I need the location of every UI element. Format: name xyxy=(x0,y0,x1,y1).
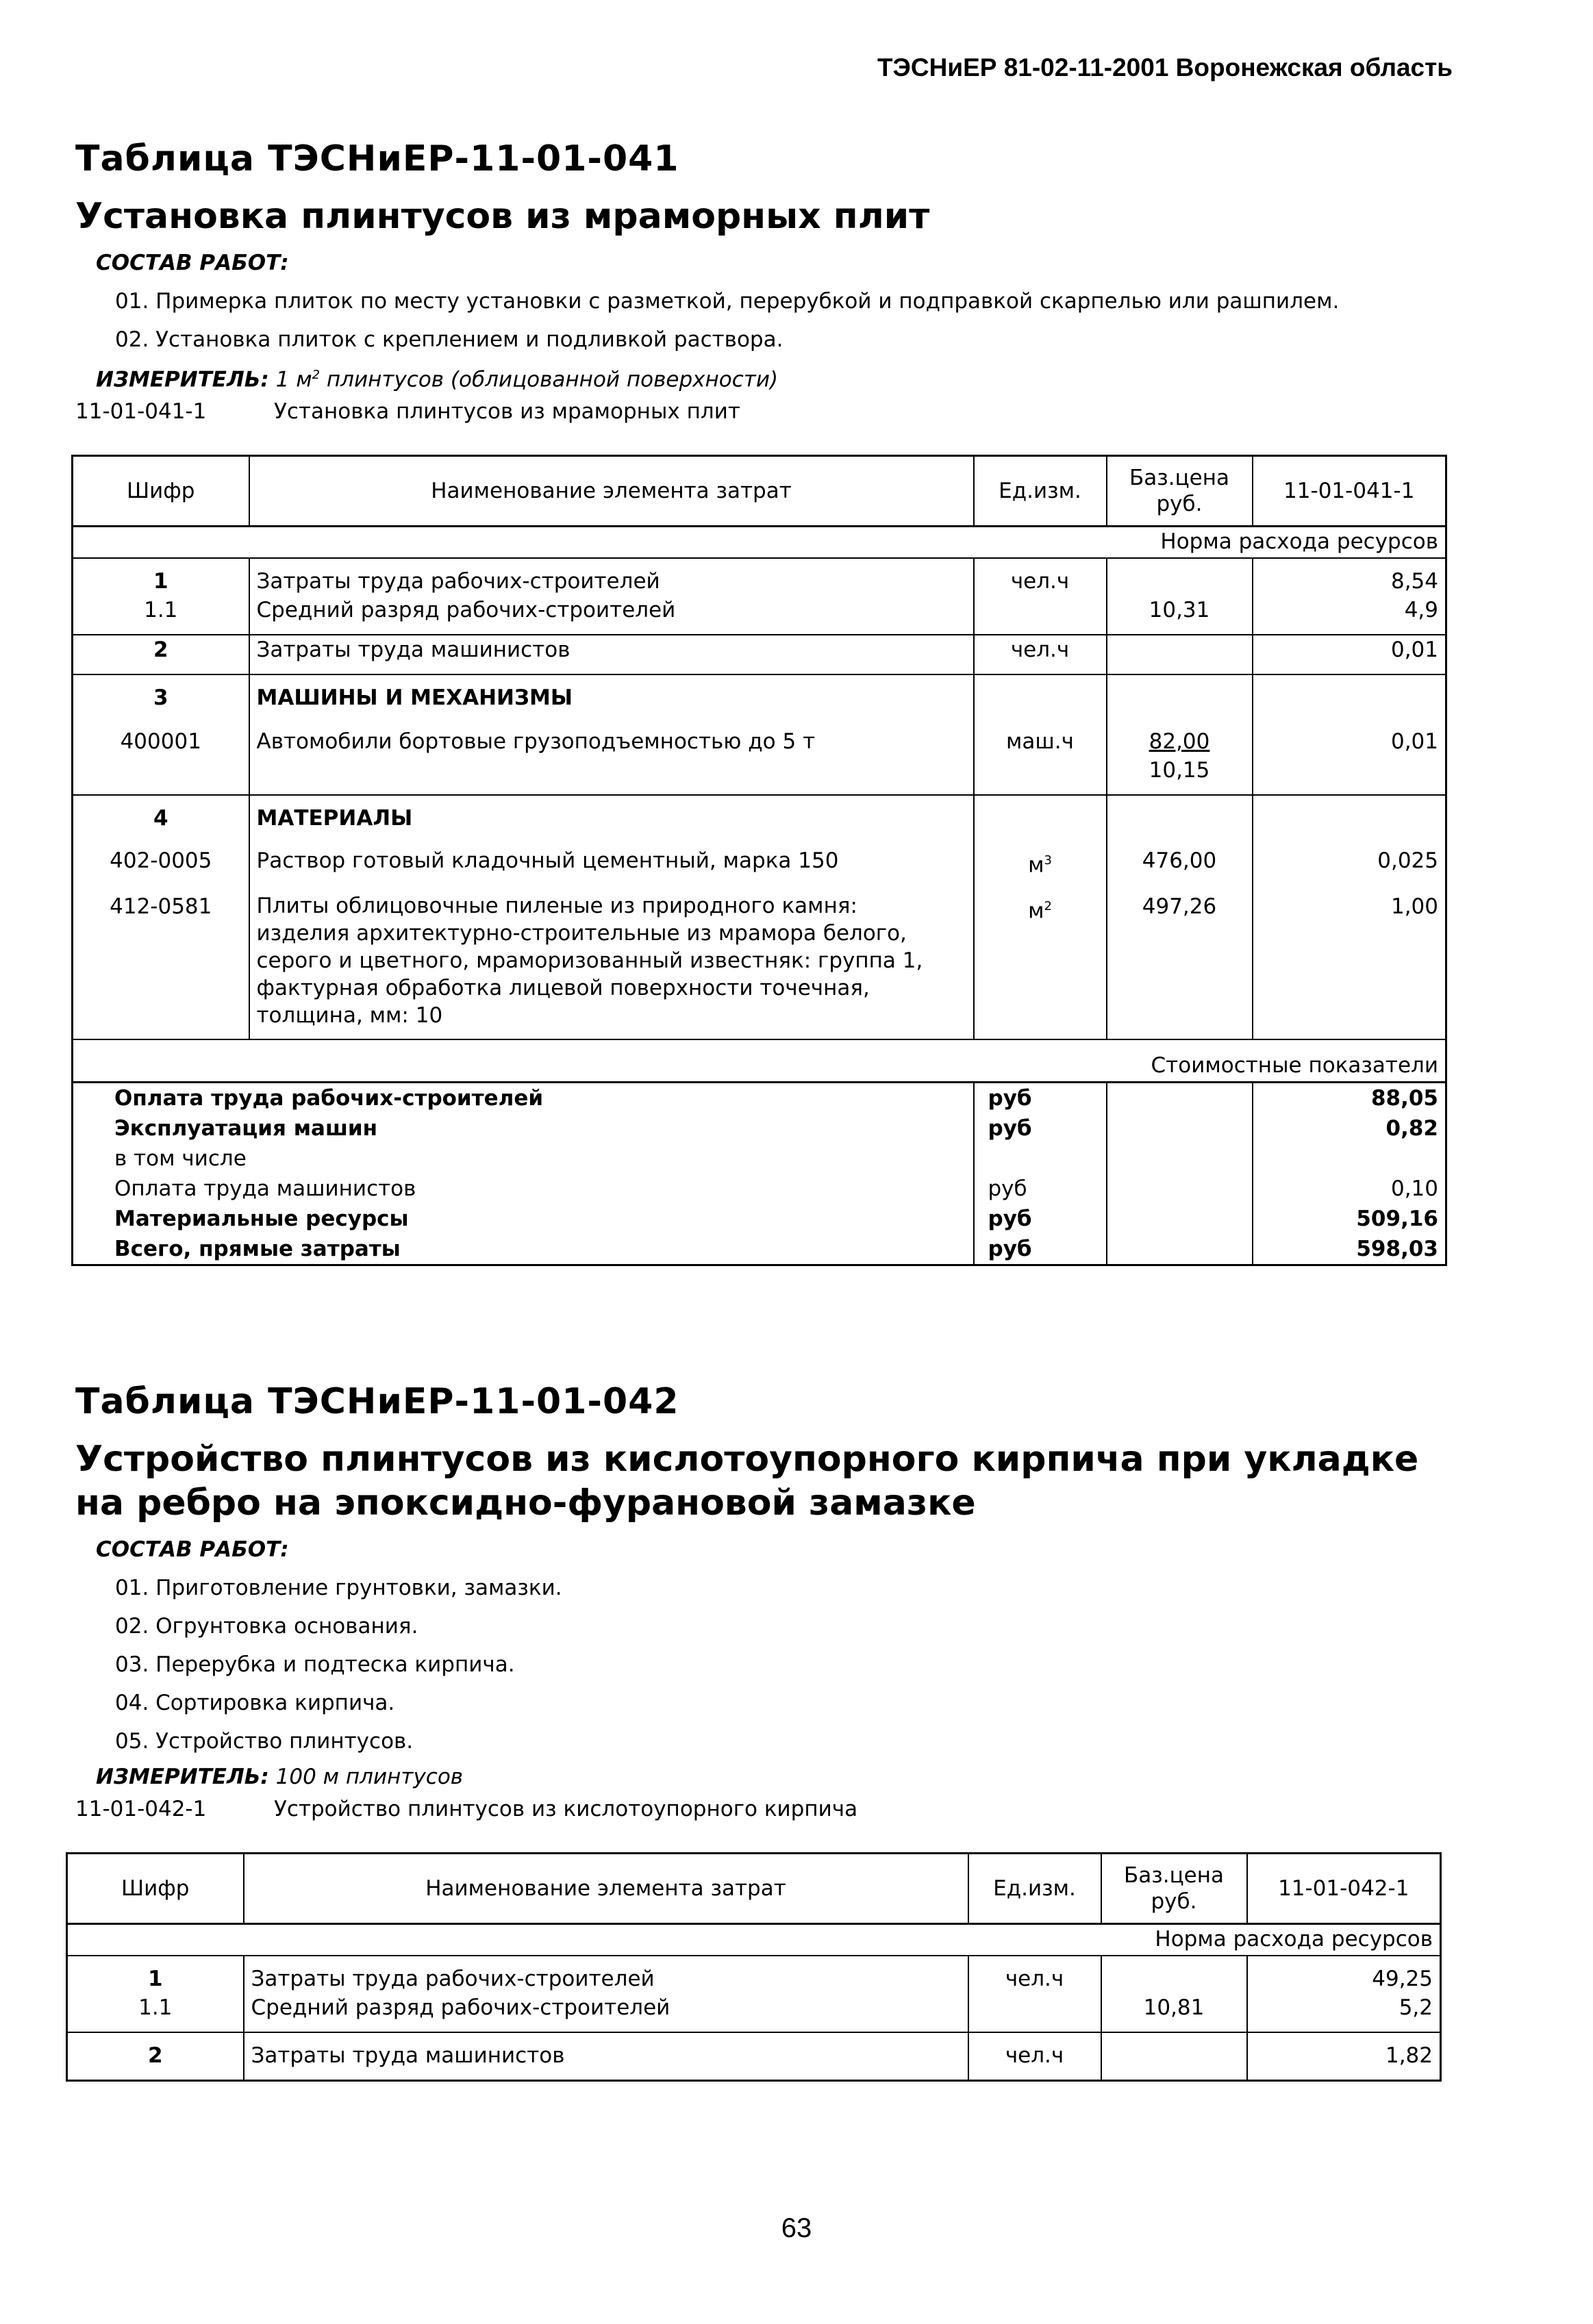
sostav-item: 01. Приготовление грунтовки, замазки. xyxy=(115,1576,562,1600)
table-title: Таблица ТЭСНиЕР-11-01-041 xyxy=(75,138,679,179)
cost-row xyxy=(73,1204,1446,1234)
unit-text: м xyxy=(1028,898,1044,923)
row-price xyxy=(1107,712,1253,795)
table-row xyxy=(73,795,1446,833)
table-row xyxy=(73,712,1446,795)
band-cost-row xyxy=(73,1039,1446,1083)
row-value: 0,01 xyxy=(1253,712,1446,795)
row-name: МАШИНЫ И МЕХАНИЗМЫ xyxy=(249,674,974,712)
row-value: 49,25 xyxy=(1372,1967,1433,1991)
header-shifr: Шифр xyxy=(73,456,249,527)
table-row xyxy=(73,596,1446,635)
header-unit: Ед.изм. xyxy=(968,1854,1101,1924)
cost-row xyxy=(73,1174,1446,1204)
row-price xyxy=(1107,635,1253,674)
row-price xyxy=(1107,795,1253,833)
section-table-042 xyxy=(0,1380,1593,2082)
table-header-row xyxy=(67,1854,1441,1924)
band-norm-row xyxy=(73,527,1446,559)
header-code: 11-01-041-1 xyxy=(1253,456,1446,527)
row-price: 10,81 xyxy=(1101,1993,1247,2032)
row-unit: чел.ч xyxy=(968,2032,1101,2081)
row-value: 1,00 xyxy=(1253,880,1446,1039)
cost-price xyxy=(1107,1113,1253,1144)
table-header-row xyxy=(73,456,1446,527)
row-price xyxy=(1107,674,1253,712)
row-unit xyxy=(974,674,1107,712)
row-unit: чел.ч xyxy=(974,558,1107,596)
cost-name: Материальные ресурсы xyxy=(73,1204,974,1234)
header-shifr: Шифр xyxy=(67,1854,244,1924)
row-value: 4,9 xyxy=(1253,596,1446,635)
cost-price xyxy=(1107,1082,1253,1113)
norm-code-row xyxy=(75,1793,1593,1825)
table-row xyxy=(73,674,1446,712)
row-value: 0,025 xyxy=(1377,848,1438,874)
table-row xyxy=(67,1956,1441,1993)
cost-unit: руб xyxy=(974,1082,1107,1113)
norm-code-row xyxy=(75,396,1593,427)
cost-price xyxy=(1107,1174,1253,1204)
price-bottom: 10,15 xyxy=(1149,758,1210,783)
row-name: Средний разряд рабочих-строителей xyxy=(244,1993,968,2032)
row-unit: чел.ч xyxy=(974,635,1107,674)
sostav-item: 02. Огрунтовка основания. xyxy=(115,1614,418,1639)
row-unit xyxy=(974,833,1107,879)
measure-label: ИЗМЕРИТЕЛЬ: xyxy=(96,367,269,392)
norm-code: 11-01-041-1 xyxy=(75,399,207,425)
row-value: 5,2 xyxy=(1247,1993,1441,2032)
sostav-item: 01. Примерка плиток по месту установки с разметкой, перерубкой и подправкой скарпелью или рашпилем. xyxy=(115,289,1340,314)
row-unit xyxy=(974,795,1107,833)
row-value: 1,82 xyxy=(1385,2043,1433,2068)
band-norm: Норма расхода ресурсов xyxy=(67,1924,1441,1956)
row-price: 10,31 xyxy=(1107,596,1253,635)
cost-row xyxy=(73,1082,1446,1113)
section-table-041 xyxy=(0,137,1593,1266)
unit-sup: 3 xyxy=(1044,853,1052,868)
band-norm: Норма расхода ресурсов xyxy=(73,527,1446,559)
cost-name: Всего, прямые затраты xyxy=(73,1234,974,1265)
row-shifr: 4 xyxy=(73,795,249,833)
row-name: Плиты облицовочные пиленые из природного камня: изделия архитектурно-строительные из мрамора белого, серого и цветного, мраморизованный известняк: группа 1, фактурная обработка лицевой поверхности точечная, толщина, мм: 10 xyxy=(249,880,974,1039)
cost-name: Эксплуатация машин xyxy=(73,1113,974,1144)
header-price: Баз.цена руб. xyxy=(1107,456,1253,527)
row-price xyxy=(1107,558,1253,596)
row-value: 0,01 xyxy=(1253,635,1446,674)
row-name: Затраты труда рабочих-строителей xyxy=(244,1956,968,1993)
table-subtitle: Устройство плинтусов из кислотоупорного кирпича при укладке на ребро на эпоксидно-фурановой замазке xyxy=(75,1439,1419,1524)
cost-row xyxy=(73,1234,1446,1265)
row-unit: маш.ч xyxy=(974,712,1107,795)
sostav-item: 05. Устройство плинтусов. xyxy=(115,1729,414,1754)
unit-text: м xyxy=(1028,852,1044,878)
row-name: Затраты труда машинистов xyxy=(244,2032,968,2081)
sostav-label: СОСТАВ РАБОТ: xyxy=(96,1537,289,1562)
measure-sup: 2 xyxy=(312,368,321,382)
cost-price xyxy=(1107,1234,1253,1265)
row-unit xyxy=(974,880,1107,1039)
table-row xyxy=(73,635,1446,674)
cost-unit: руб xyxy=(974,1234,1107,1265)
measure-unit xyxy=(96,1760,1593,1793)
band-cost: Стоимостные показатели xyxy=(73,1039,1446,1083)
row-shifr: 400001 xyxy=(73,712,249,795)
measure-text-a: 1 м xyxy=(275,367,312,392)
row-name: Затраты труда рабочих-строителей xyxy=(249,558,974,596)
table-row xyxy=(67,2032,1441,2081)
sostav-list xyxy=(115,1569,1593,1760)
row-value xyxy=(1253,674,1446,712)
page-number: 63 xyxy=(781,2213,812,2243)
price-top: 82,00 xyxy=(1149,729,1210,755)
header-code: 11-01-042-1 xyxy=(1247,1854,1441,1924)
row-name: МАТЕРИАЛЫ xyxy=(249,795,974,833)
sostav-item: 04. Сортировка кирпича. xyxy=(115,1691,395,1715)
table-row xyxy=(73,558,1446,596)
norm-code-name: Установка плинтусов из мраморных плит xyxy=(274,399,740,425)
cost-row xyxy=(73,1144,1446,1174)
row-price xyxy=(1101,2032,1247,2081)
cost-value: 509,16 xyxy=(1356,1206,1438,1231)
table-row xyxy=(73,833,1446,879)
cost-unit xyxy=(974,1144,1107,1174)
row-unit xyxy=(974,596,1107,635)
row-shifr: 2 xyxy=(67,2032,244,2081)
cost-unit: руб xyxy=(974,1174,1107,1204)
row-price xyxy=(1101,1956,1247,1993)
cost-value: 0,10 xyxy=(1390,1176,1438,1201)
band-norm-row xyxy=(67,1924,1441,1956)
row-shifr: 1 xyxy=(67,1956,244,1993)
header-name: Наименование элемента затрат xyxy=(244,1854,968,1924)
row-shifr: 1.1 xyxy=(67,1993,244,2032)
sostav-list xyxy=(115,282,1593,359)
norm-code-name: Устройство плинтусов из кислотоупорного кирпича xyxy=(274,1797,858,1821)
row-value: 8,54 xyxy=(1390,569,1438,594)
norm-code: 11-01-042-1 xyxy=(75,1797,207,1821)
header-price: Баз.цена руб. xyxy=(1101,1854,1247,1924)
row-name: Затраты труда машинистов xyxy=(249,635,974,674)
cost-value xyxy=(1253,1144,1446,1174)
norm-table xyxy=(71,455,1447,1265)
table-row xyxy=(67,1993,1441,2032)
measure-text-b: плинтусов (облицованной поверхности) xyxy=(320,367,779,392)
row-shifr: 412-0581 xyxy=(73,880,249,1039)
unit-sup: 2 xyxy=(1044,898,1052,913)
sostav-item: 02. Установка плиток с креплением и подливкой раствора. xyxy=(115,327,783,352)
row-value xyxy=(1253,795,1446,833)
cost-name: Оплата труда машинистов xyxy=(73,1174,974,1204)
measure-label: ИЗМЕРИТЕЛЬ: xyxy=(96,1765,269,1789)
row-shifr: 2 xyxy=(73,635,249,674)
table-title: Таблица ТЭСНиЕР-11-01-042 xyxy=(75,1381,679,1422)
cost-unit: руб xyxy=(974,1113,1107,1144)
sostav-item: 03. Перерубка и подтеска кирпича. xyxy=(115,1652,515,1677)
cost-price xyxy=(1107,1204,1253,1234)
row-price: 497,26 xyxy=(1107,880,1253,1039)
header-name: Наименование элемента затрат xyxy=(249,456,974,527)
row-name: Автомобили бортовые грузоподъемностью до 5 т xyxy=(249,712,974,795)
row-unit: чел.ч xyxy=(968,1956,1101,1993)
running-head: ТЭСНиЕР 81-02-11-2001 Воронежская область xyxy=(877,53,1453,81)
cost-name: в том числе xyxy=(73,1144,974,1174)
cost-name: Оплата труда рабочих-строителей xyxy=(73,1082,974,1113)
cost-unit: руб xyxy=(974,1204,1107,1234)
cost-value: 0,82 xyxy=(1385,1115,1438,1141)
cost-price xyxy=(1107,1144,1253,1174)
table-subtitle: Установка плинтусов из мраморных плит xyxy=(75,196,930,237)
row-unit xyxy=(968,1993,1101,2032)
norm-table xyxy=(66,1852,1442,2082)
row-name: Раствор готовый кладочный цементный, марка 150 xyxy=(249,833,974,879)
row-name: Средний разряд рабочих-строителей xyxy=(249,596,974,635)
row-price: 476,00 xyxy=(1107,833,1253,879)
cost-value: 598,03 xyxy=(1356,1236,1438,1261)
row-shifr: 402-0005 xyxy=(73,833,249,879)
row-shifr: 1 xyxy=(73,558,249,596)
sostav-label: СОСТАВ РАБОТ: xyxy=(96,251,289,275)
row-shifr: 1.1 xyxy=(73,596,249,635)
measure-text: 100 м плинтусов xyxy=(275,1765,464,1789)
cost-row xyxy=(73,1113,1446,1144)
measure-unit xyxy=(96,359,1593,396)
header-unit: Ед.изм. xyxy=(974,456,1107,527)
table-row xyxy=(73,880,1446,1039)
cost-value: 88,05 xyxy=(1370,1085,1438,1111)
row-shifr: 3 xyxy=(73,674,249,712)
